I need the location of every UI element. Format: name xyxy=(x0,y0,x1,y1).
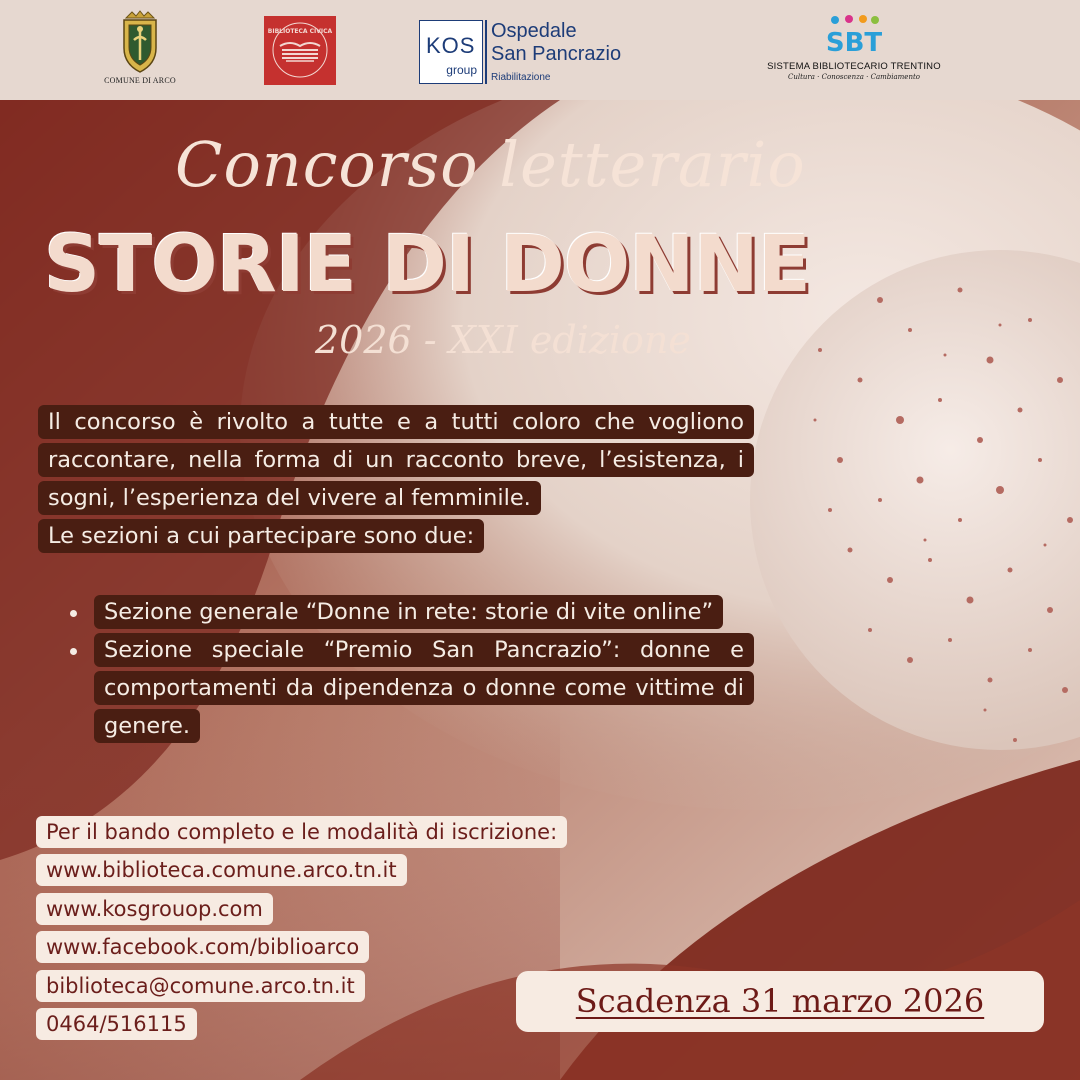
description-intro: Il concorso è rivolto a tutte e a tutti coloro che vogliono raccontare, nella forma di un racconto breve, l’esistenza, i sogni, l’esperienza del vivere al femminile. xyxy=(38,405,754,515)
sbt-name: SISTEMA BIBLIOTECARIO TRENTINO xyxy=(767,61,941,72)
biblioteca-civica-logo xyxy=(264,16,336,85)
website-biblioteca-link[interactable]: www.biblioteca.comune.arco.tn.it xyxy=(36,854,407,886)
title-storie-di-donne: STORIE DI DONNE xyxy=(44,220,811,310)
description-block xyxy=(38,403,754,555)
group-text: group xyxy=(446,63,477,77)
sections-list xyxy=(62,593,754,745)
title-concorso: Concorso letterario xyxy=(175,128,806,201)
sponsor-header xyxy=(0,0,1080,100)
kos-subtitle: Riabilitazione xyxy=(491,72,551,83)
sbt-mark: SBT xyxy=(825,28,883,54)
section-general: Sezione generale “Donne in rete: storie di vite online” xyxy=(94,595,723,629)
kos-san-pancrazio-logo xyxy=(419,20,669,84)
section-item xyxy=(62,593,754,631)
email-link[interactable]: biblioteca@comune.arco.tn.it xyxy=(36,970,365,1002)
kos-hospital-name xyxy=(491,20,671,66)
comune-di-arco-logo xyxy=(100,10,180,92)
comune-caption: COMUNE DI ARCO xyxy=(104,76,176,85)
bullet-icon xyxy=(70,610,77,617)
kos-text: KOS xyxy=(426,33,476,58)
contact-intro: Per il bando completo e le modalità di iscrizione: xyxy=(36,816,567,848)
bullet-icon xyxy=(70,648,77,655)
svg-text:BIBLIOTECA CIVICA: BIBLIOTECA CIVICA xyxy=(267,28,333,35)
sbt-logo xyxy=(766,14,942,86)
crest-icon xyxy=(118,10,162,74)
sections-intro: Le sezioni a cui partecipare sono due: xyxy=(38,519,484,553)
facebook-link[interactable]: www.facebook.com/biblioarco xyxy=(36,931,369,963)
section-item xyxy=(62,631,754,745)
phone-number: 0464/516115 xyxy=(36,1008,197,1040)
title-edizione: 2026 - XXI edizione xyxy=(315,318,691,362)
sbt-tagline: Cultura · Conoscenza · Cambiamento xyxy=(788,73,920,81)
sbt-icon xyxy=(819,14,889,54)
kos-box xyxy=(419,20,483,84)
biblioteca-civica-icon xyxy=(264,16,336,85)
kos-name-line1: Ospedale xyxy=(491,20,577,42)
section-special: Sezione speciale “Premio San Pancrazio”: donne e comportamenti da dipendenza o donne come vittime di genere. xyxy=(94,633,754,743)
website-kos-link[interactable]: www.kosgrouop.com xyxy=(36,893,273,925)
kos-divider xyxy=(485,20,487,84)
kos-name-line2: San Pancrazio xyxy=(491,43,622,65)
deadline-badge: Scadenza 31 marzo 2026 xyxy=(516,971,1044,1032)
